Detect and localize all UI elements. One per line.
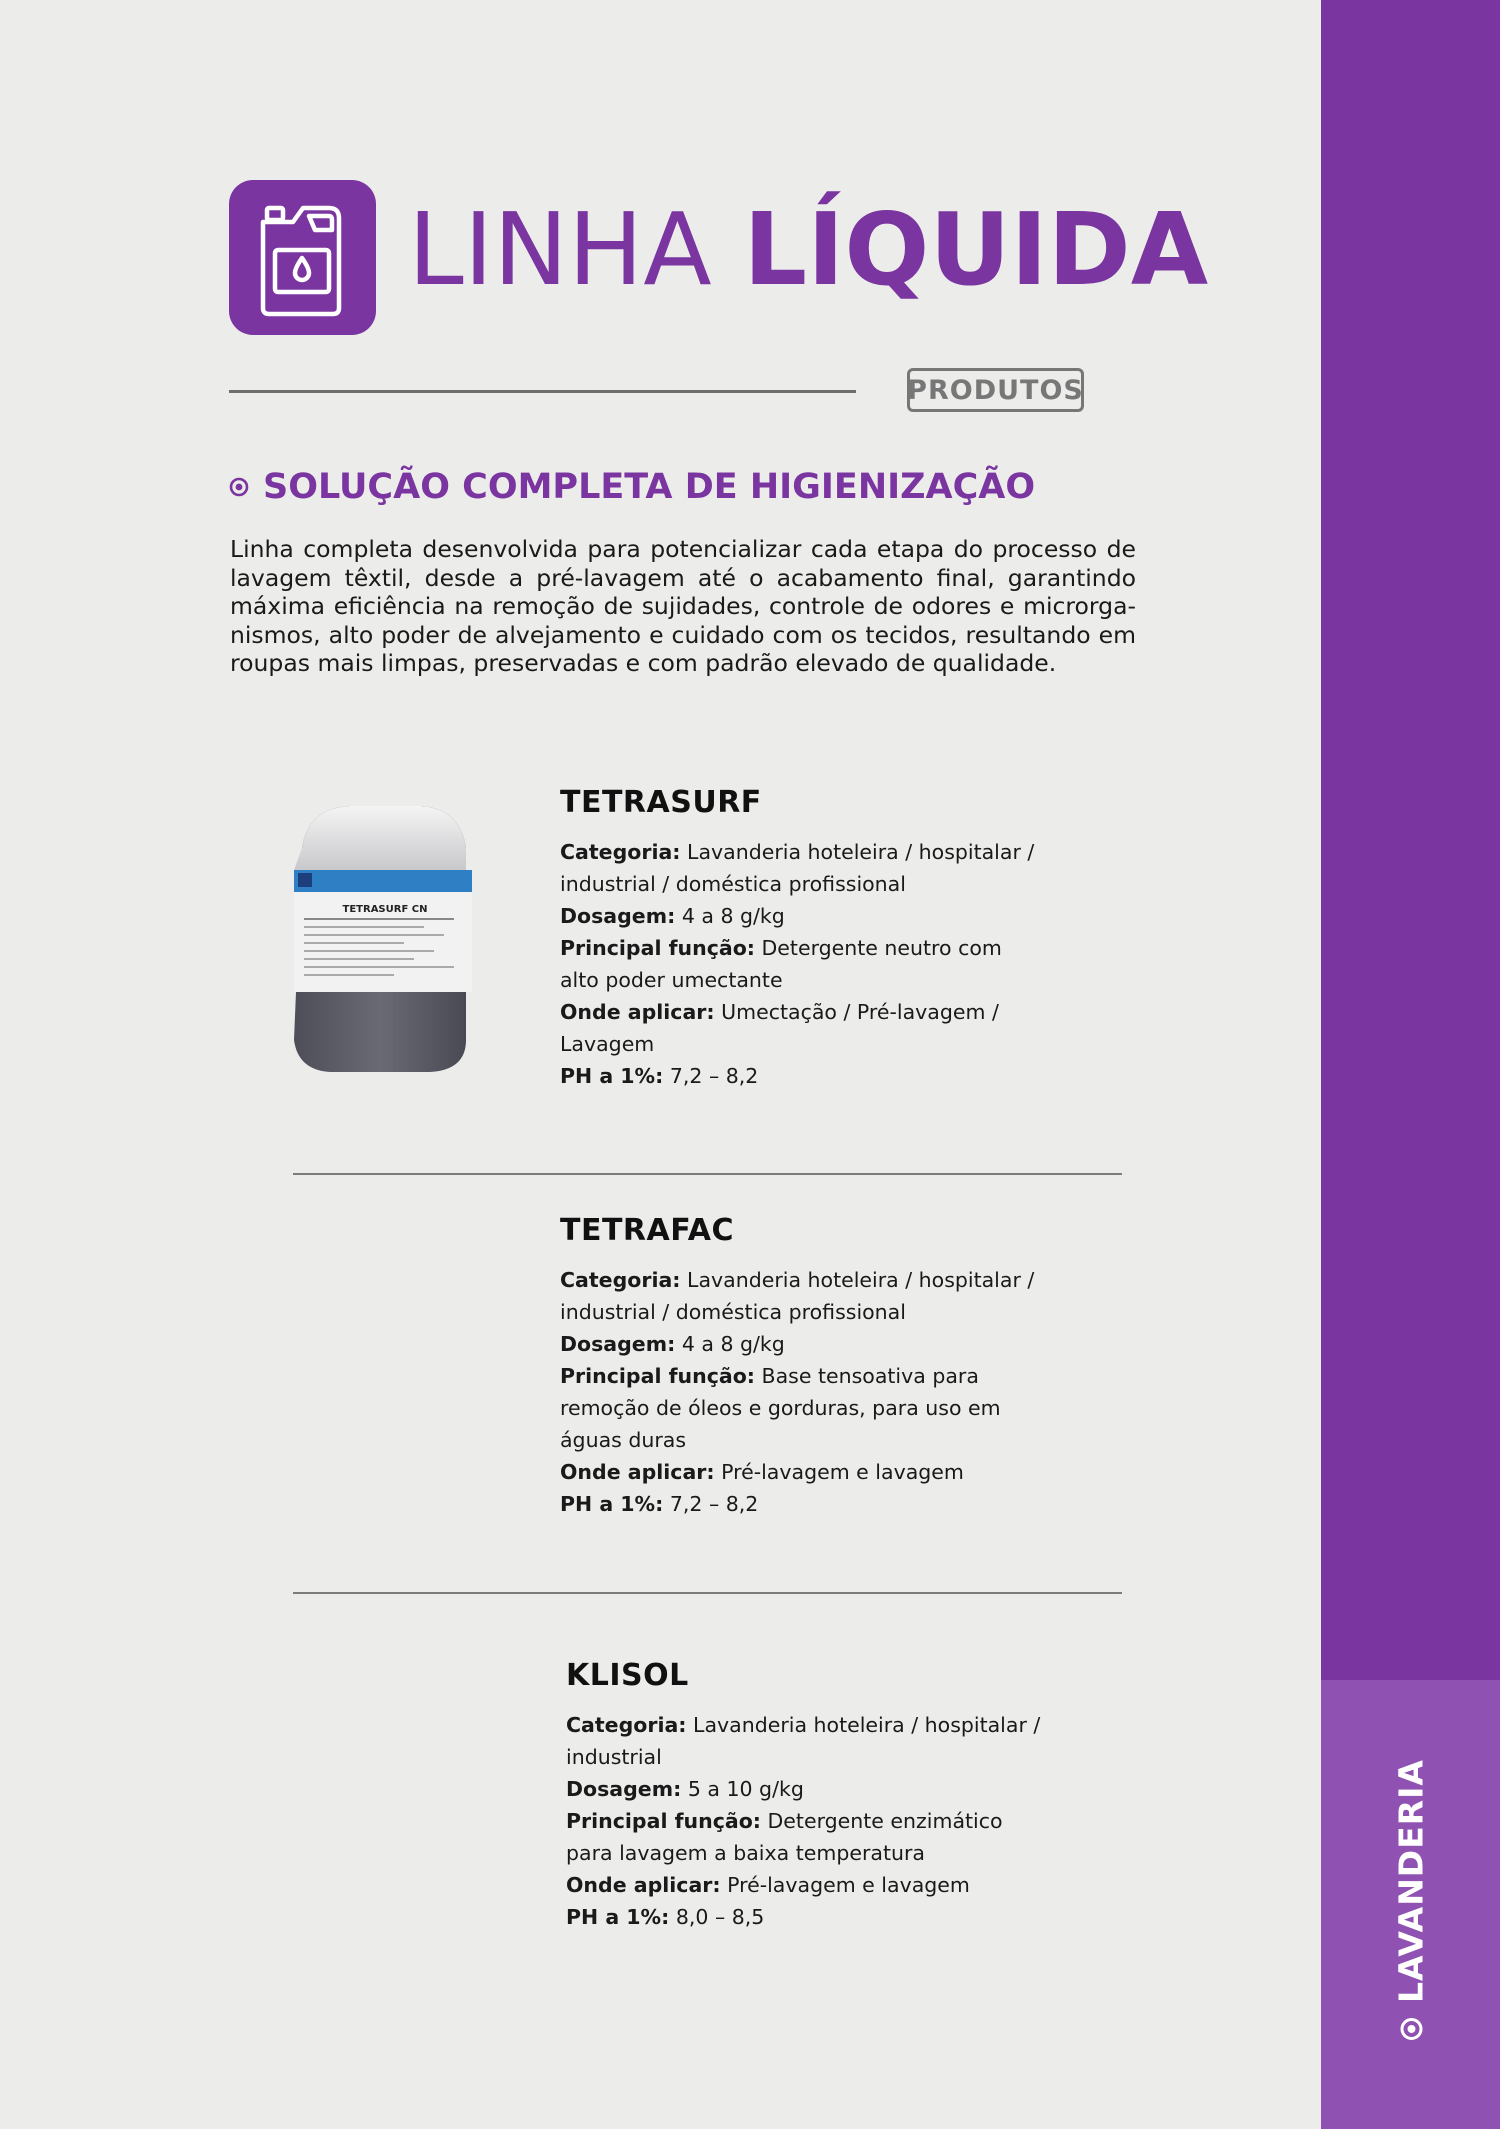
spec-funcao — [566, 1805, 1041, 1869]
spec-ph — [560, 1060, 1035, 1092]
spec-label: Categoria: — [560, 1268, 681, 1292]
spec-label: PH a 1%: — [566, 1905, 670, 1929]
spec-value: Base tensoativa para remoção de óleos e gorduras, para uso em águas duras — [560, 1364, 1001, 1452]
page-title — [408, 190, 1208, 310]
sidebar-label-text: LAVANDERIA — [1391, 1759, 1431, 2003]
product-spec — [566, 1709, 1041, 1933]
spec-funcao — [560, 1360, 1035, 1456]
divider — [293, 1592, 1122, 1594]
spec-value: 8,0 – 8,5 — [675, 1905, 765, 1929]
spec-value: 5 a 10 g/kg — [687, 1777, 804, 1801]
spec-value: 4 a 8 g/kg — [681, 904, 785, 928]
product-tetrafac — [560, 1213, 1035, 1520]
product-tetrasurf — [560, 785, 1035, 1092]
spec-value: Umectação / Pré-lavagem / Lavagem — [560, 1000, 999, 1056]
product-name: KLISOL — [566, 1658, 689, 1693]
product-image-tetrasurf — [280, 800, 480, 1075]
spec-value: 7,2 – 8,2 — [669, 1064, 759, 1088]
product-label-text: TETRASURF CN — [342, 904, 428, 915]
spec-label: Principal função: — [560, 936, 755, 960]
spec-value: Lavanderia hoteleira / hospitalar / industrial / doméstica profissional — [560, 840, 1035, 896]
spec-value: Pré-lavagem e lavagem — [721, 1460, 964, 1484]
header-rule — [229, 390, 856, 393]
intro-paragraph: Linha completa desenvolvida para potencializar cada etapa do processo de lavagem têxtil, desde a pré-lavagem até o acabamento final, garantindo máxima eficiência na remoção de sujidades, controle de odores e microrganismos, alto poder de alvejamento e cuidado com os tecidos, resultando em roupas mais limpas, preservadas e com padrão elevado de qualidade. — [230, 535, 1136, 677]
product-klisol — [566, 1658, 1041, 1933]
spec-value: Lavanderia hoteleira / hospitalar / industrial / doméstica profissional — [560, 1268, 1035, 1324]
spec-value: Detergente enzimático para lavagem a baixa temperatura — [566, 1809, 1003, 1865]
spec-value: Detergente neutro com alto poder umectante — [560, 936, 1002, 992]
section-title — [229, 467, 1035, 507]
spec-aplicar — [566, 1869, 1041, 1901]
sidebar-band — [1321, 0, 1500, 1680]
spec-dosagem — [566, 1773, 1041, 1805]
spec-label: Onde aplicar: — [566, 1873, 721, 1897]
section-title-text: SOLUÇÃO COMPLETA DE HIGIENIZAÇÃO — [263, 467, 1036, 507]
spec-funcao — [560, 932, 1035, 996]
spec-label: Principal função: — [566, 1809, 761, 1833]
spec-value: Pré-lavagem e lavagem — [727, 1873, 970, 1897]
logo — [229, 180, 376, 335]
spec-label: Categoria: — [560, 840, 681, 864]
product-name: TETRASURF — [560, 785, 762, 820]
divider — [293, 1173, 1122, 1175]
product-spec — [560, 1264, 1035, 1520]
spec-aplicar — [560, 1456, 1035, 1488]
product-spec — [560, 836, 1035, 1092]
page-title-light: LINHA — [408, 191, 744, 308]
spec-value: Lavanderia hoteleira / hospitalar / industrial — [566, 1713, 1041, 1769]
spec-value: 7,2 – 8,2 — [669, 1492, 759, 1516]
spec-dosagem — [560, 900, 1035, 932]
spec-label: Dosagem: — [566, 1777, 682, 1801]
spec-aplicar — [560, 996, 1035, 1060]
spec-label: PH a 1%: — [560, 1064, 664, 1088]
spec-label: Dosagem: — [560, 1332, 676, 1356]
spec-categoria — [560, 1264, 1035, 1328]
spec-label: PH a 1%: — [560, 1492, 664, 1516]
spec-label: Dosagem: — [560, 904, 676, 928]
spec-categoria — [560, 836, 1035, 900]
target-icon — [229, 477, 249, 497]
target-icon — [1399, 2017, 1423, 2041]
spec-label: Categoria: — [566, 1713, 687, 1737]
spec-label: Principal função: — [560, 1364, 755, 1388]
spec-label: Onde aplicar: — [560, 1000, 715, 1024]
sidebar-category-label — [1392, 1759, 1431, 2041]
spec-label: Onde aplicar: — [560, 1460, 715, 1484]
product-name: TETRAFAC — [560, 1213, 735, 1248]
spec-ph — [560, 1488, 1035, 1520]
jerrycan-icon — [229, 180, 376, 335]
spec-ph — [566, 1901, 1041, 1933]
spec-categoria — [566, 1709, 1041, 1773]
spec-dosagem — [560, 1328, 1035, 1360]
products-badge: PRODUTOS — [907, 368, 1084, 412]
page-title-bold: LÍQUIDA — [743, 191, 1209, 308]
spec-value: 4 a 8 g/kg — [681, 1332, 785, 1356]
